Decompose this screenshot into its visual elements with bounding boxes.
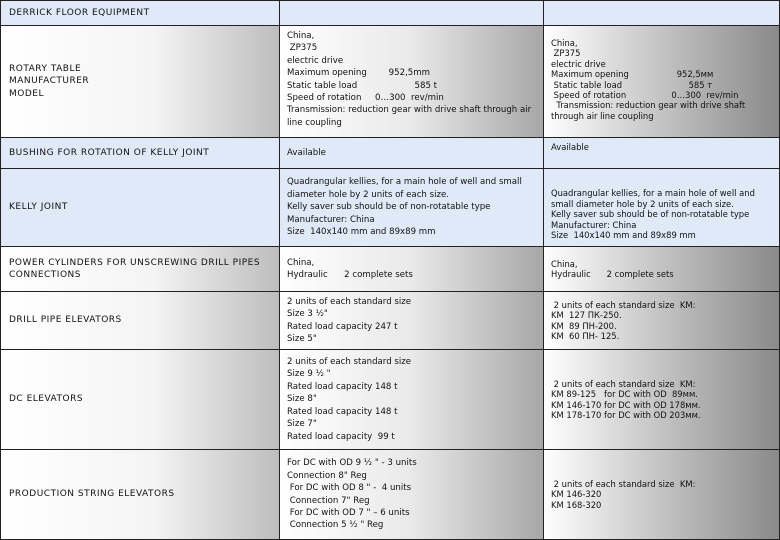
value-cell-china	[280, 292, 544, 350]
value-line: Rated load capacity 247 t	[287, 321, 398, 332]
value-cell-china	[280, 0, 544, 26]
value-line: KM 168-320	[551, 499, 602, 510]
value-cell-spec	[544, 138, 780, 169]
param-label: DC ELEVATORS	[9, 394, 84, 405]
value-line: Maximum opening 952,5мм	[551, 69, 714, 80]
value-line: Size 7"	[287, 419, 317, 430]
param-label: POWER CYLINDERS FOR UNSCREWING DRILL PIPES	[9, 257, 261, 268]
value-cell-spec	[544, 26, 780, 138]
param-cell	[0, 0, 280, 26]
value-line: Available	[551, 142, 589, 152]
value-line: KM 146-170 for DC with OD 178мм.	[551, 399, 701, 410]
value-cell-spec	[544, 292, 780, 350]
value-cell-spec	[544, 169, 780, 247]
table-row	[0, 169, 780, 247]
table-row	[0, 26, 780, 138]
param-label: BUSHING FOR ROTATION OF KELLY JOINT	[9, 147, 210, 158]
value-line: Hydraulic 2 complete sets	[551, 269, 674, 279]
value-line: Hydraulic 2 complete sets	[287, 270, 413, 280]
table-row	[0, 247, 780, 292]
value-line: Size 3 ½"	[287, 309, 328, 320]
value-line: KM 178-170 for DC with OD 203мм.	[551, 409, 701, 420]
value-line: Kelly saver sub should be of non-rotatable type	[551, 209, 750, 220]
value-line: 2 units of each standard size	[287, 357, 412, 368]
value-line: KM 89 ПН-200.	[551, 320, 617, 331]
value-cell-china	[280, 138, 544, 169]
value-cell-spec	[544, 247, 780, 292]
value-cell-spec	[544, 0, 780, 26]
param-label: DERRICK FLOOR EQUIPMENT	[9, 7, 150, 18]
value-line: Size 8"	[287, 394, 317, 405]
param-cell	[0, 169, 280, 247]
value-cell-china	[280, 450, 544, 540]
value-line: Size 140x140 mm and 89x89 mm	[287, 227, 436, 238]
param-label: KELLY JOINT	[9, 202, 68, 213]
param-cell	[0, 138, 280, 169]
value-line: For DC with OD 8 " - 4 units	[287, 483, 412, 494]
value-line: electric drive	[287, 55, 344, 66]
value-line: Rated load capacity 148 t	[287, 381, 398, 392]
value-line: Quadrangular kellies, for a main hole of well and	[551, 188, 755, 199]
table-row	[0, 292, 780, 350]
value-line: For DC with OD 9 ½ " - 3 units	[287, 458, 417, 469]
value-line: China,	[287, 31, 315, 41]
value-line: line coupling	[287, 117, 342, 128]
param-cell	[0, 350, 280, 450]
table-row	[0, 450, 780, 540]
value-line: Manufacturer: China	[287, 214, 375, 225]
value-line: China,	[287, 257, 315, 268]
value-line: Static table load 585 t	[287, 80, 438, 91]
value-line: Quadrangular kellies, for a main hole of well and small	[287, 177, 522, 188]
value-line: ZP375	[287, 43, 318, 54]
value-line: KM 127 ПК-250.	[551, 310, 622, 321]
value-line: Available	[287, 147, 326, 158]
value-line: China,	[551, 258, 578, 269]
table-row	[0, 350, 780, 450]
value-line: Transmission: reduction gear with drive shaft through air	[287, 105, 532, 116]
value-cell-china	[280, 247, 544, 292]
value-line: KM 89-125 for DC with OD 89мм.	[551, 389, 698, 400]
value-line: Connection 8" Reg	[287, 470, 367, 481]
value-line: diameter hole by 2 units of each size.	[287, 189, 449, 200]
param-label: CONNECTIONS	[9, 270, 81, 280]
value-line: China,	[551, 38, 578, 48]
value-line: Size 5"	[287, 333, 317, 344]
value-line: Speed of rotation 0…300 rev/min	[551, 90, 739, 101]
value-cell-china	[280, 350, 544, 450]
param-cell	[0, 26, 280, 138]
table-row	[0, 138, 780, 169]
value-line: Rated load capacity 148 t	[287, 406, 398, 417]
value-line: KM 146-320	[551, 489, 602, 500]
param-cell	[0, 247, 280, 292]
value-line: Kelly saver sub should be of non-rotatable type	[287, 202, 491, 213]
param-label: DRILL PIPE ELEVATORS	[9, 315, 122, 326]
value-line: For DC with OD 7 " – 6 units	[287, 507, 410, 518]
value-cell-spec	[544, 450, 780, 540]
table-row	[0, 0, 780, 26]
param-cell	[0, 292, 280, 350]
value-line: Static table load 585 т	[551, 79, 713, 90]
value-cell-spec	[544, 350, 780, 450]
value-line: 2 units of each standard size KM:	[551, 299, 696, 310]
value-line: Speed of rotation 0…300 rev/min	[287, 93, 444, 104]
value-line: ZP375	[551, 48, 581, 59]
value-line: Manufacturer: China	[551, 219, 637, 230]
param-label: PRODUCTION STRING ELEVATORS	[9, 489, 175, 500]
value-line: 2 units of each standard size KM:	[551, 478, 696, 489]
param-cell	[0, 450, 280, 540]
value-cell-china	[280, 169, 544, 247]
value-line: Connection 5 ½ " Reg	[287, 520, 384, 531]
value-line: Transmission: reduction gear with drive shaft	[551, 100, 746, 111]
param-label: ROTARY TABLE	[9, 63, 82, 74]
value-line: 2 units of each standard size	[287, 296, 412, 307]
value-line: KM 60 ПН- 125.	[551, 330, 620, 341]
value-line: Maximum opening 952,5mm	[287, 68, 431, 79]
value-line: through air line coupling	[551, 110, 654, 121]
value-line: electric drive	[551, 58, 606, 69]
value-line: Connection 7" Reg	[287, 495, 370, 506]
value-line: Size 9 ½ "	[287, 369, 331, 380]
value-cell-china	[280, 26, 544, 138]
value-line: Rated load capacity 99 t	[287, 431, 395, 442]
param-label: MODEL	[9, 88, 44, 99]
value-line: 2 units of each standard size KM:	[551, 378, 696, 389]
param-label: MANUFACTURER	[9, 76, 90, 87]
value-line: Size 140x140 mm and 89x89 mm	[551, 230, 696, 241]
value-line: small diameter hole by 2 units of each size.	[551, 198, 734, 209]
